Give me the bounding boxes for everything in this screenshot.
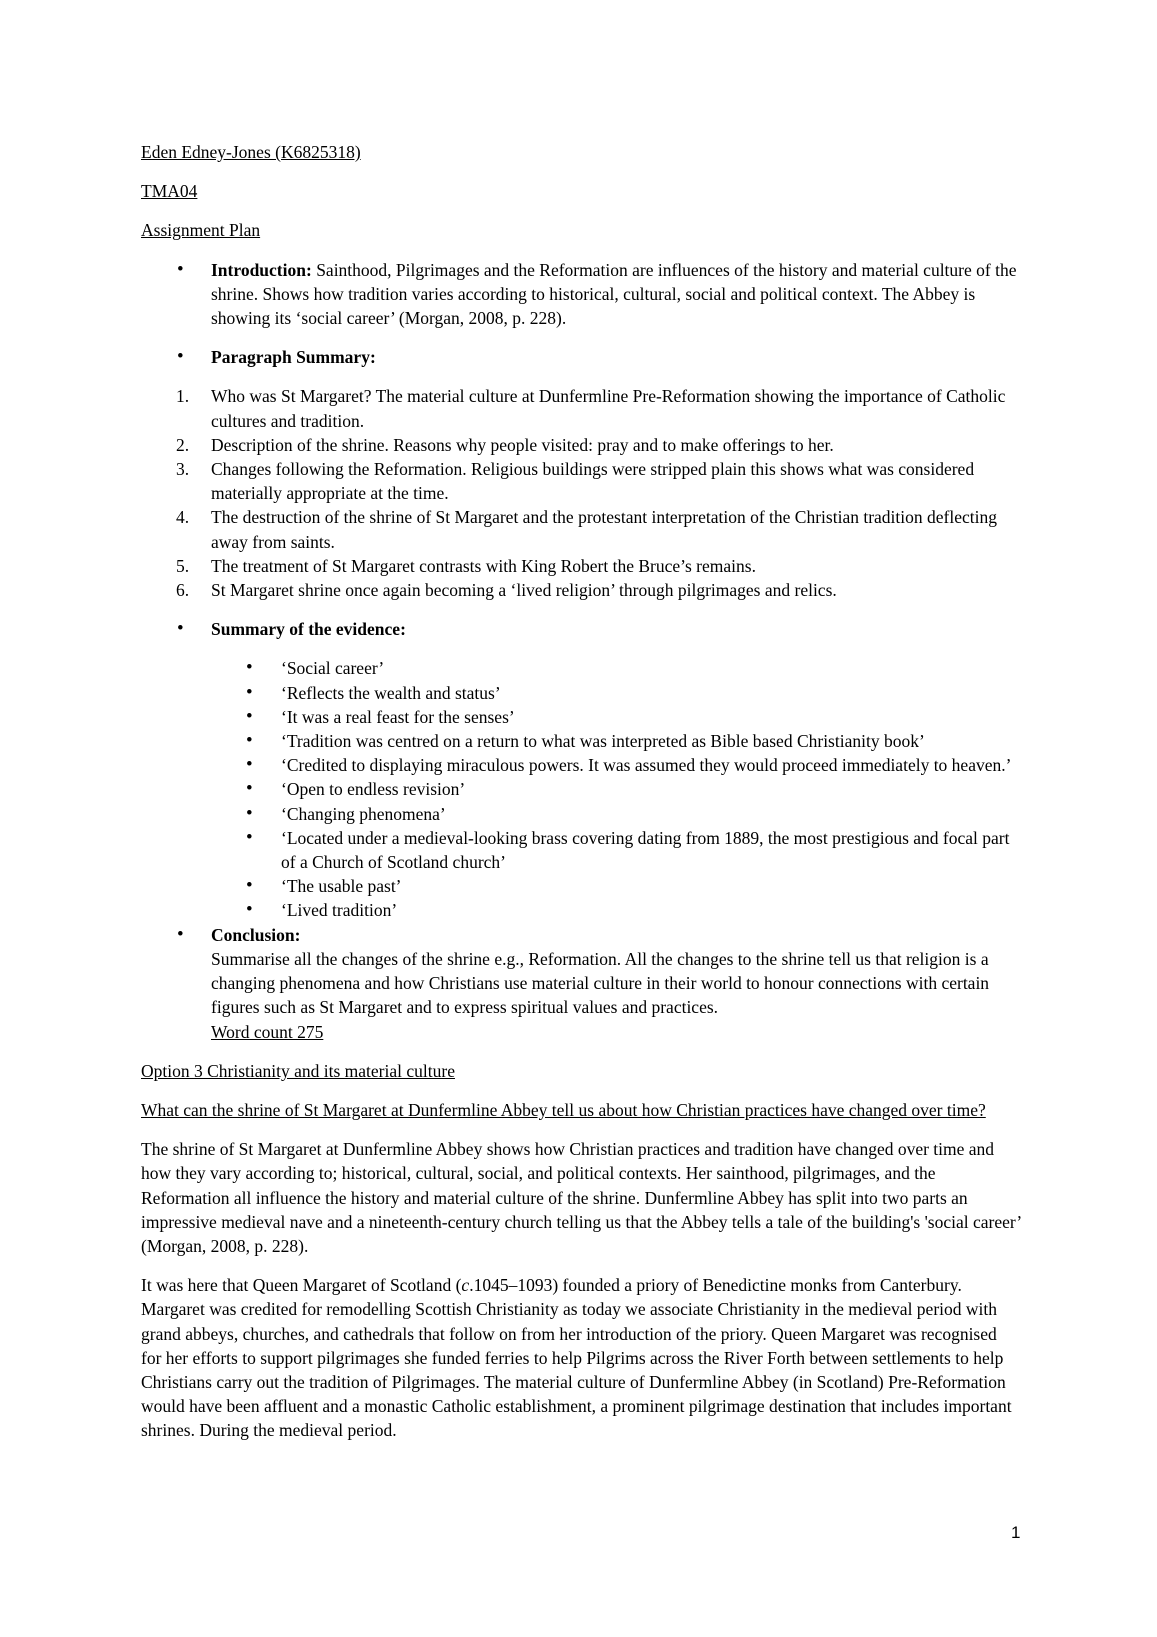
evidence-summary-item: [141, 617, 1021, 641]
evidence-quote: • ‘Tradition was centred on a return to what was interpreted as Bible based Christianity book’: [141, 729, 1021, 753]
summary-number: 2.: [176, 434, 190, 455]
introduction-item: [141, 258, 1021, 331]
conclusion-label: Conclusion:: [211, 924, 301, 945]
summary-item: [141, 384, 1021, 432]
conclusion-section: [141, 923, 1021, 1044]
author-line: Eden Edney-Jones (K6825318): [141, 142, 361, 162]
paragraph-summary-list: [141, 384, 1021, 602]
summary-number: 6.: [176, 580, 190, 601]
introduction-label: Introduction:: [211, 259, 312, 280]
summary-text: Who was St Margaret? The material culture at Dunfermline Pre-Reformation showing the importance of Catholic cultures and tradition.: [211, 386, 1006, 431]
summary-text: Description of the shrine. Reasons why people visited: pray and to make offerings to her.: [211, 434, 834, 455]
evidence-quote: • ‘Social career’: [141, 656, 1021, 680]
document-body: [141, 140, 1021, 1458]
tma-label: TMA04: [141, 181, 198, 202]
summary-item: [141, 457, 1021, 505]
summary-item: [141, 505, 1021, 553]
plan-list: [141, 258, 1021, 370]
summary-text: The destruction of the shrine of St Margaret and the protestant interpretation of the Christian tradition deflecting away from saints.: [211, 507, 997, 552]
summary-text: The treatment of St Margaret contrasts with King Robert the Bruce’s remains.: [211, 555, 756, 576]
evidence-quote: • ‘Credited to displaying miraculous powers. It was assumed they would proceed immediately to heaven.’: [141, 753, 1021, 777]
summary-number: 4.: [176, 507, 190, 528]
essay-question: What can the shrine of St Margaret at Dunfermline Abbey tell us about how Christian practices have changed over time?: [141, 1099, 986, 1120]
evidence-quote: • ‘Changing phenomena’: [141, 802, 1021, 826]
evidence-quote: • ‘It was a real feast for the senses’: [141, 705, 1021, 729]
plan-title: Assignment Plan: [141, 220, 261, 241]
evidence-quote: • ‘Lived tradition’: [141, 898, 1021, 922]
summary-item: [141, 433, 1021, 457]
evidence-quote: • ‘Located under a medieval-looking brass covering dating from 1889, the most prestigious and focal part of a Church of Scotland church’: [141, 826, 1021, 874]
essay-option: Option 3 Christianity and its material culture: [141, 1060, 455, 1081]
essay-text: .1045–1093) founded a priory of Benedictine monks from Canterbury. Margaret was credited for remodelling Scottish Christianity as today we associate Christianity in the medieval period with grand abbeys, churches, and cathedrals that follow on from her introduction of the priory. Queen Margaret was recognised for her efforts to support pilgrimages she funded ferries to help Pilgrims across the River Forth between settlements to help Christians carry out the tradition of Pilgrimages. The material culture of Dunfermline Abbey (in Scotland) Pre-Reformation would have been affluent and a monastic Catholic establishment, a prominent pilgrimage destination that includes important shrines. During the medieval period.: [141, 1275, 1012, 1441]
paragraph-summary-label: Paragraph Summary:: [211, 347, 376, 368]
introduction-text: Sainthood, Pilgrimages and the Reformation are influences of the history and material culture of the shrine. Shows how tradition varies according to historical, cultural, social and political context. The Abbey is showing its ‘social career’ (Morgan, 2008, p. 228).: [211, 259, 1017, 329]
essay-text: It was here that Queen Margaret of Scotland (: [141, 1275, 462, 1296]
essay-paragraph: [141, 1273, 1021, 1442]
evidence-quote: • ‘Reflects the wealth and status’: [141, 681, 1021, 705]
essay-paragraph: The shrine of St Margaret at Dunfermline Abbey shows how Christian practices and tradition have changed over time and how they vary according to; historical, cultural, social, and political contexts. Her sainthood, pilgrimages, and the Reformation all influence the history and material culture of the shrine. Dunfermline Abbey has split into two parts an impressive medieval nave and a nineteenth-century church telling us that the Abbey tells a tale of the building's 'social career’ (Morgan, 2008, p. 228).: [141, 1139, 1021, 1256]
conclusion-item: [141, 923, 1021, 1044]
evidence-list: [141, 656, 1021, 922]
word-count: Word count 275: [211, 1021, 324, 1042]
evidence-quote: • ‘The usable past’: [141, 874, 1021, 898]
conclusion-text: Summarise all the changes of the shrine e.g., Reformation. All the changes to the shrine tell us that religion is a changing phenomena and how Christians use material culture in their world to honour connections with certain figures such as St Margaret and to express spiritual values and practices.: [211, 948, 990, 1018]
page-number: 1: [1011, 1523, 1021, 1542]
evidence-section: [141, 617, 1021, 641]
evidence-label: Summary of the evidence:: [211, 619, 406, 640]
summary-text: Changes following the Reformation. Religious buildings were stripped plain this shows what was considered materially appropriate at the time.: [211, 459, 975, 504]
summary-number: 3.: [176, 459, 190, 480]
summary-number: 1.: [176, 386, 190, 407]
summary-text: St Margaret shrine once again becoming a ‘lived religion’ through pilgrimages and relics.: [211, 580, 837, 601]
summary-item: [141, 554, 1021, 578]
paragraph-summary-item: [141, 345, 1021, 369]
summary-number: 5.: [176, 555, 190, 576]
summary-item: [141, 578, 1021, 602]
circa-abbrev: c: [461, 1275, 470, 1296]
evidence-quote: • ‘Open to endless revision’: [141, 777, 1021, 801]
